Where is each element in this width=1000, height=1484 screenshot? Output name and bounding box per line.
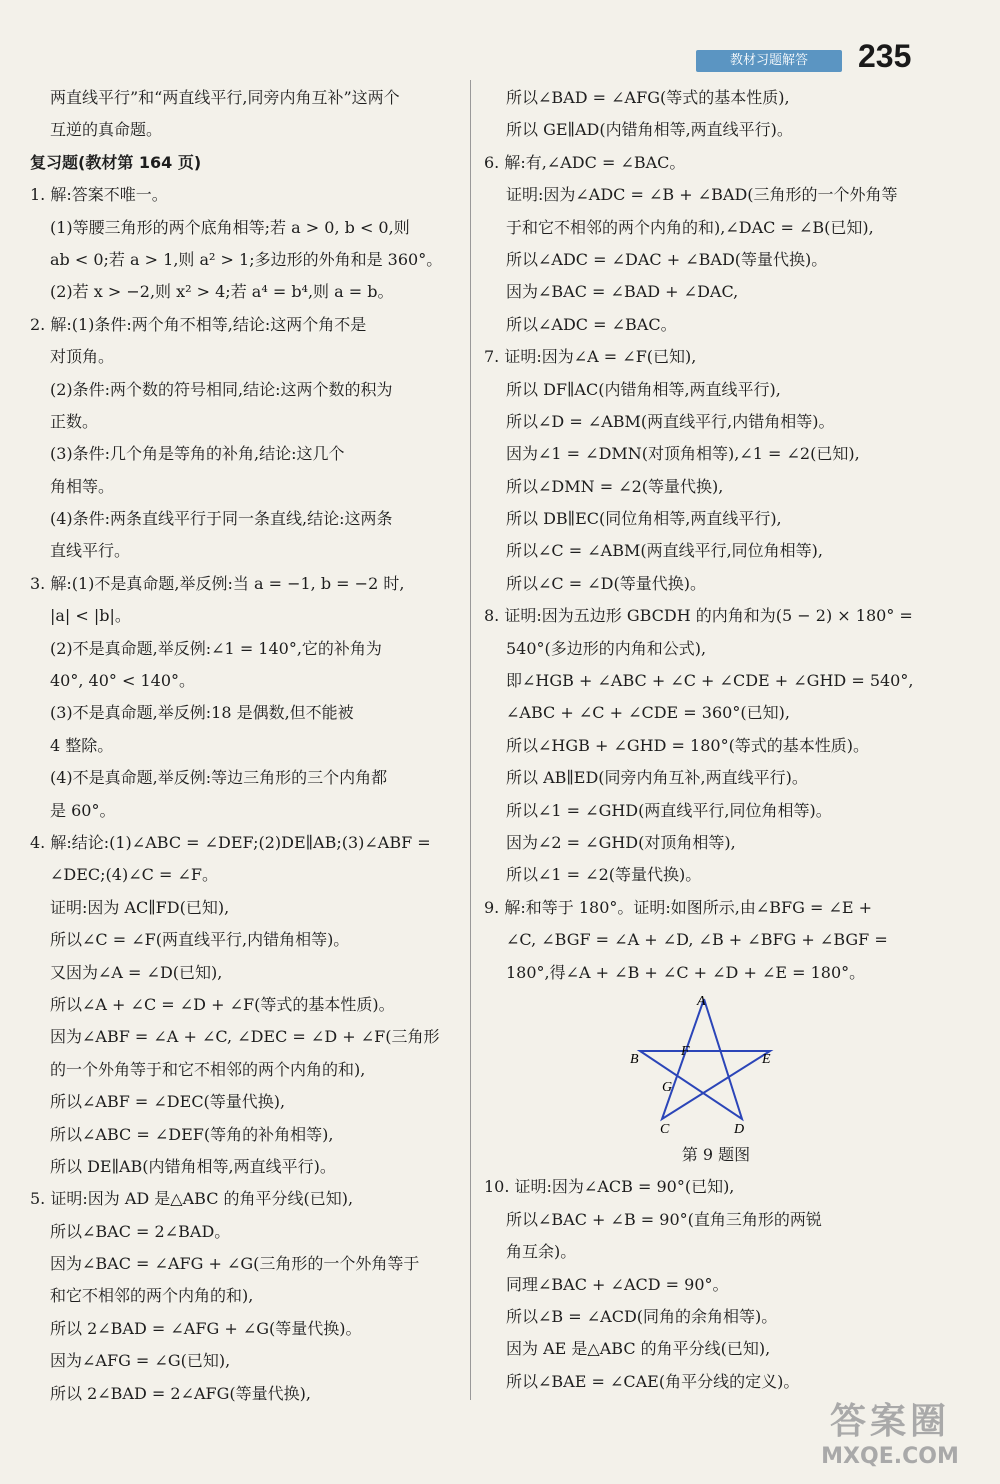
text-line: (4)条件:两条直线平行于同一条直线,结论:这两条 (50, 509, 393, 529)
text-line: 对顶角。 (50, 347, 115, 367)
text-line: 所以 GE∥AD(内错角相等,两直线平行)。 (506, 120, 793, 140)
column-divider (470, 80, 471, 1400)
text-line: 角相等。 (50, 476, 115, 496)
text-line: 角互余)。 (506, 1242, 577, 1262)
text-line: 所以∠C = ∠F(两直线平行,内错角相等)。 (50, 930, 350, 950)
text-line: 所以∠HGB + ∠GHD = 180°(等式的基本性质)。 (506, 735, 870, 755)
text-line: 所以∠BAC = 2∠BAD。 (50, 1221, 231, 1241)
text-line: 180°,得∠A + ∠B + ∠C + ∠D + ∠E = 180°。 (506, 962, 866, 982)
text-line: 是 60°。 (50, 800, 116, 820)
text-line: 所以 2∠BAD = 2∠AFG(等量代换), (50, 1383, 311, 1403)
text-line: 互逆的真命题。 (50, 120, 163, 140)
label-F: F (681, 1043, 690, 1059)
text-line: 所以∠C = ∠ABM(两直线平行,同位角相等), (506, 541, 823, 561)
right-column-top (484, 82, 918, 989)
text-line: 540°(多边形的内角和公式), (506, 638, 707, 658)
text-line: ∠ABC + ∠C + ∠CDE = 360°(已知), (506, 703, 790, 723)
text-line: 所以 2∠BAD = ∠AFG + ∠G(等量代换)。 (50, 1318, 362, 1338)
text-line: 两直线平行”和“两直线平行,同旁内角互补”这两个 (50, 88, 400, 107)
text-line: (2)若 x > −2,则 x² > 4;若 a⁴ = b⁴,则 a = b。 (50, 282, 394, 302)
left-column (30, 82, 462, 1410)
label-D: D (734, 1121, 745, 1137)
text-line: 因为∠1 = ∠DMN(对顶角相等),∠1 = ∠2(已知), (506, 444, 860, 464)
label-E: E (762, 1051, 771, 1067)
text-line: 所以∠DMN = ∠2(等量代换), (506, 476, 724, 496)
text-line: 3. 解:(1)不是真命题,举反例:当 a = −1, b = −2 时, (30, 573, 405, 593)
text-line: 因为∠BAC = ∠AFG + ∠G(三角形的一个外角等于 (50, 1254, 420, 1274)
text-line: 4. 解:结论:(1)∠ABC = ∠DEF;(2)DE∥AB;(3)∠ABF = (30, 832, 431, 852)
text-line: 所以∠C = ∠D(等量代换)。 (506, 573, 706, 593)
text-line: 6. 解:有,∠ADC = ∠BAC。 (484, 152, 686, 172)
text-line: (4)不是真命题,举反例:等边三角形的三个内角都 (50, 768, 388, 788)
text-line: 所以∠B = ∠ACD(同角的余角相等)。 (506, 1306, 778, 1326)
text-line: 又因为∠A = ∠D(已知), (50, 962, 223, 982)
label-A: A (697, 993, 706, 1009)
text-line: 证明:因为 AC∥FD(已知), (50, 897, 230, 917)
text-line: 所以 DE∥AB(内错角相等,两直线平行)。 (50, 1156, 336, 1176)
text-line: (2)条件:两个数的符号相同,结论:这两个数的积为 (50, 379, 393, 399)
text-line: 4 整除。 (50, 735, 114, 755)
watermark-logo (800, 1400, 980, 1478)
text-line: 所以∠1 = ∠GHD(两直线平行,同位角相等)。 (506, 800, 832, 820)
text-line: 所以∠BAD = ∠AFG(等式的基本性质), (506, 88, 790, 107)
text-line: 5. 证明:因为 AD 是△ABC 的角平分线(已知), (30, 1189, 354, 1209)
text-line: ab < 0;若 a > 1,则 a² > 1;多边形的外角和是 360°。 (50, 249, 443, 269)
text-line: 于和它不相邻的两个内角的和),∠DAC = ∠B(已知), (506, 217, 874, 237)
text-line: 证明:因为∠ADC = ∠B + ∠BAD(三角形的一个外角等 (506, 185, 898, 205)
watermark-url: MXQE.COM (821, 1444, 959, 1469)
watermark-title: 答案圈 (829, 1401, 950, 1442)
text-line: 所以 DF∥AC(内错角相等,两直线平行), (506, 379, 781, 399)
text-line: 复习题(教材第 164 页) (30, 152, 202, 172)
text-line: 所以∠BAE = ∠CAE(角平分线的定义)。 (506, 1371, 800, 1391)
text-line: 因为∠AFG = ∠G(已知), (50, 1351, 231, 1371)
text-line: |a| < |b|。 (50, 606, 131, 626)
text-line: 直线平行。 (50, 541, 131, 561)
figure-caption: 第 9 题图 (681, 1144, 751, 1164)
text-line: 所以∠1 = ∠2(等量代换)。 (506, 865, 702, 885)
label-B: B (630, 1051, 639, 1067)
text-line: (1)等腰三角形的两个底角相等;若 a > 0, b < 0,则 (50, 217, 410, 237)
text-line: 即∠HGB + ∠ABC + ∠C + ∠CDE + ∠GHD = 540°, (506, 671, 914, 691)
text-line: 所以∠A + ∠C = ∠D + ∠F(等式的基本性质)。 (50, 994, 395, 1014)
text-line: 1. 解:答案不唯一。 (30, 185, 168, 205)
label-G: G (662, 1079, 673, 1095)
text-line: 所以 DB∥EC(同位角相等,两直线平行), (506, 509, 782, 529)
text-line: (3)条件:几个角是等角的补角,结论:这几个 (50, 444, 345, 464)
pentagram-lines (640, 999, 770, 1119)
text-line: 和它不相邻的两个内角的和), (50, 1286, 254, 1306)
text-line: (3)不是真命题,举反例:18 是偶数,但不能被 (50, 703, 354, 723)
text-line: 因为∠ABF = ∠A + ∠C, ∠DEC = ∠D + ∠F(三角形 (50, 1027, 440, 1047)
text-line: 所以∠ADC = ∠BAC。 (506, 314, 677, 334)
text-line: (2)不是真命题,举反例:∠1 = 140°,它的补角为 (50, 638, 382, 658)
right-column-bottom (484, 1171, 918, 1398)
right-column (484, 82, 918, 1398)
pentagram-svg (624, 989, 784, 1139)
text-line: 2. 解:(1)条件:两个角不相等,结论:这两个角不是 (30, 314, 367, 334)
text-line: 8. 证明:因为五边形 GBCDH 的内角和为(5 − 2) × 180° = (484, 606, 913, 626)
text-line: 40°, 40° < 140°。 (50, 671, 196, 691)
pentagram-figure (484, 989, 918, 1139)
text-line: 因为 AE 是△ABC 的角平分线(已知), (506, 1339, 771, 1359)
text-line: 因为∠BAC = ∠BAD + ∠DAC, (506, 282, 739, 302)
section-tag: 教材习题解答 (696, 50, 842, 72)
text-line: 所以∠BAC + ∠B = 90°(直角三角形的两锐 (506, 1209, 822, 1229)
text-line: 7. 证明:因为∠A = ∠F(已知), (484, 347, 697, 367)
text-line: 所以∠D = ∠ABM(两直线平行,内错角相等)。 (506, 411, 835, 431)
text-line: 9. 解:和等于 180°。证明:如图所示,由∠BFG = ∠E + (484, 897, 873, 917)
text-line: 10. 证明:因为∠ACB = 90°(已知), (484, 1177, 735, 1197)
page-number: 235 (858, 38, 912, 74)
label-C: C (660, 1121, 670, 1137)
text-line: 因为∠2 = ∠GHD(对顶角相等), (506, 832, 736, 852)
text-line: 同理∠BAC + ∠ACD = 90°。 (506, 1274, 729, 1294)
text-line: 所以∠ABF = ∠DEC(等量代换), (50, 1092, 286, 1112)
text-line: ∠C, ∠BGF = ∠A + ∠D, ∠B + ∠BFG + ∠BGF = (506, 930, 888, 950)
pentagram-path (640, 999, 770, 1119)
text-line: 所以∠ADC = ∠DAC + ∠BAD(等量代换)。 (506, 249, 828, 269)
text-line: 正数。 (50, 411, 99, 431)
text-line: ∠DEC;(4)∠C = ∠F。 (50, 865, 218, 885)
text-line: 所以 AB∥ED(同旁内角互补,两直线平行)。 (506, 768, 808, 788)
text-line: 的一个外角等于和它不相邻的两个内角的和), (50, 1059, 366, 1079)
text-line: 所以∠ABC = ∠DEF(等角的补角相等), (50, 1124, 334, 1144)
